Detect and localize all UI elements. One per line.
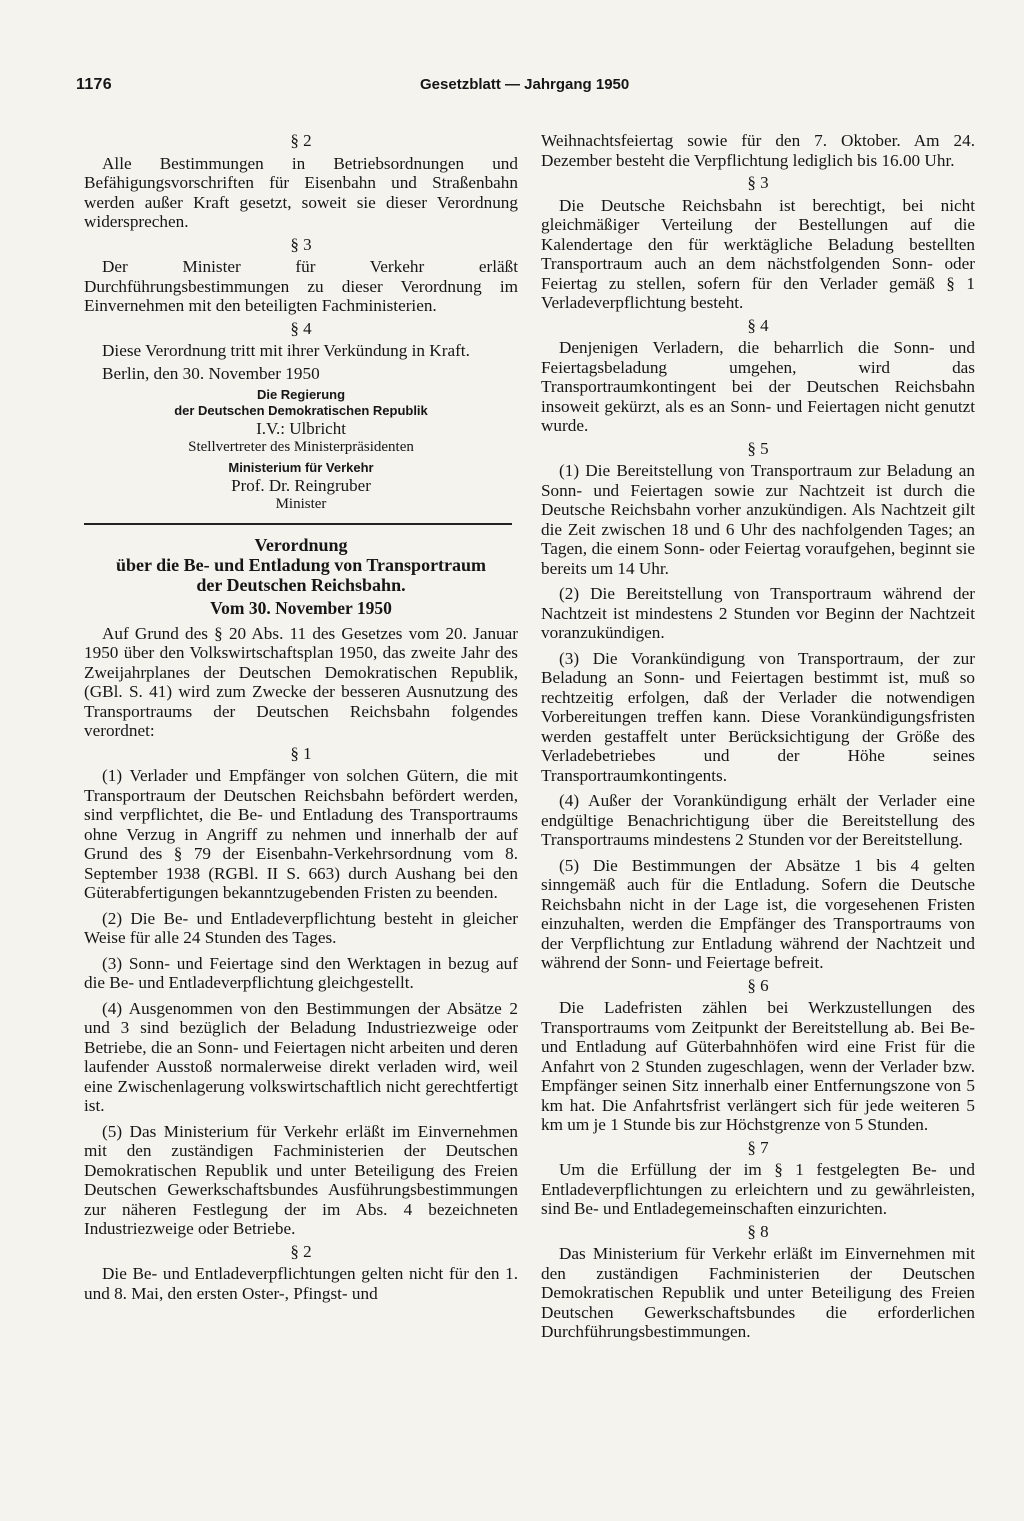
section-heading: § 1 <box>290 743 312 763</box>
signature-block-ministry <box>84 460 518 513</box>
signatory-body: der Deutschen Demokratischen Republik <box>174 403 428 418</box>
paragraph: (1) Die Bereitstellung von Transportraum zur Beladung an Sonn- und Feiertagen sowie zur Nachtzeit ist durch die Deutsche Reichsbahn vorher anzukündigen. Als Nachtzeit gilt die Zeit zwischen 18 und 6 Uhr des nachfolgenden Tages; an Tagen, die einem Sonn- oder Feiertag voraufgehen, beginnt sie bereits um 14 Uhr. <box>541 461 975 578</box>
paragraph: (2) Die Be- und Entladeverpflichtung besteht in gleicher Weise für alle 24 Stunden des Tages. <box>84 908 518 947</box>
section-text: Die Ladefristen zählen bei Werkzustellungen des Transportraums vom Zeitpunkt der Bereitstellung ab. Bei Be- und Entladung auf Güterbahnhöfen wird eine Frist für die Anfahrt von 2 Stunden zugeschlagen, wenn der Verlader bzw. Empfänger seinen Sitz innerhalb einer Entfernungszone von 5 km hat. Die Anfahrtsfrist verlängert sich für jede weiteren 5 km um je 1 Stunde bis zur Höchstgrenze von 5 Stunden. <box>541 998 975 1134</box>
section-heading: § 3 <box>290 234 312 254</box>
section-text: Um die Erfüllung der im § 1 festgelegten Be- und Entladeverpflichtungen zu erleichtern und zu gewährleisten, sind Be- und Entladegemeinschaften einzurichten. <box>541 1160 975 1218</box>
signatory-role: Stellvertreter des Ministerpräsidenten <box>188 439 414 455</box>
signature-block-government <box>84 387 518 456</box>
section-heading: § 8 <box>747 1221 769 1241</box>
paragraph: (1) Verlader und Empfänger von solchen Gütern, die mit Transportraum der Deutschen Reichsbahn befördert werden, sind verpflichtet, die Be- und Entladung des Transportraums ohne Verzug in Angriff zu nehmen und innerhalb der auf Grund des § 79 der Eisenbahn-Verkehrsordnung vom 8. September 1938 (RGBl. II S. 663) durch Aushang bei den Güterabfertigungen bekanntzugebenden Fristen zu beenden. <box>84 766 518 902</box>
place-date: Berlin, den 30. November 1950 <box>102 363 320 383</box>
paragraph: (5) Die Bestimmungen der Absätze 1 bis 4 gelten sinngemäß auch für die Entladung. Sofern die Deutsche Reichsbahn nicht in der Lage ist, die vorgesehenen Fristen einzuhalten, werden die Empfänger des Transportraums von der Verpflichtung zur Entladung während der Nachtzeit und während der Sonn- und Feiertage befreit. <box>541 855 975 972</box>
signatory-name: Prof. Dr. Reingruber <box>231 476 371 495</box>
section-heading: § 7 <box>747 1137 769 1157</box>
paragraph: (4) Außer der Vorankündigung erhält der Verlader eine endgültige Benachrichtigung über die Bereitstellung des Transportraums mindestens 2 Stunden vor der Bereitstellung. <box>541 791 975 849</box>
ordinance-title: über die Be- und Entladung von Transportraum <box>115 555 487 575</box>
section-heading: § 4 <box>290 318 312 338</box>
left-column <box>84 131 518 1306</box>
running-title: Gesetzblatt — Jahrgang 1950 <box>420 76 630 93</box>
signatory-body: Ministerium für Verkehr <box>228 460 374 475</box>
section-heading: § 4 <box>747 315 769 335</box>
section-text: Diese Verordnung tritt mit ihrer Verkündung in Kraft. <box>102 341 470 360</box>
ordinance-title: Verordnung <box>254 535 348 555</box>
signatory-role: Minister <box>275 496 327 512</box>
paragraph: (3) Die Vorankündigung von Transportraum, der zur Beladung an Sonn- und Feiertagen bestimmt ist, muß so rechtzeitig erfolgen, daß der Verlader die notwendigen Vorbereitungen treffen kann. Diese Vorankündigungsfristen werden gestaffelt unter Berücksichtigung der Größe des Verladebetriebes und der Höhe seines Transportraumkontingents. <box>541 648 975 785</box>
signatory-name: I.V.: Ulbricht <box>256 419 346 438</box>
section-heading: § 6 <box>747 975 769 995</box>
right-column <box>541 131 975 1345</box>
section-heading: § 2 <box>290 1241 312 1261</box>
section-text: Der Minister für Verkehr erläßt Durchführungsbestimmungen zu dieser Verordnung im Einvernehmen mit den beteiligten Fachministerien. <box>84 257 518 315</box>
preamble: Auf Grund des § 20 Abs. 11 des Gesetzes vom 20. Januar 1950 über den Volkswirtschaftsplan 1950, das zweite Jahr des Zweijahrplanes der Deutschen Demokratischen Republik, (GBl. S. 41) wird zum Zwecke der besseren Ausnutzung des Transportraums der Deutschen Reichsbahn folgendes verordnet: <box>84 623 518 740</box>
paragraph: (4) Ausgenommen von den Bestimmungen der Absätze 2 und 3 sind bezüglich der Beladung Industriezweige oder Betriebe, die an Sonn- und Feiertagen nicht arbeiten und deren laufender Ausstoß normalerweise direkt verladen wird, weil eine Zwischenlagerung volkswirtschaftlich nicht gerechtfertigt ist. <box>84 998 518 1115</box>
page-number: 1176 <box>76 76 112 93</box>
ordinance-title: der Deutschen Reichsbahn. <box>196 575 406 595</box>
ordinance-date: Vom 30. November 1950 <box>210 598 392 618</box>
paragraph: (2) Die Bereitstellung von Transportraum während der Nachtzeit ist mindestens 2 Stunden vor Beginn der Nachtzeit voranzukündigen. <box>541 584 975 642</box>
section-text: Die Be- und Entladeverpflichtungen gelten nicht für den 1. und 8. Mai, den ersten Oster-, Pfingst- und <box>84 1264 518 1303</box>
section-text: Denjenigen Verladern, die beharrlich die Sonn- und Feiertagsbeladung umgehen, wird das Transportraumkontingent bei der Deutschen Reichsbahn insoweit gekürzt, als es an Sonn- und Feiertagen nicht genutzt wurde. <box>541 338 975 435</box>
section-text: Die Deutsche Reichsbahn ist berechtigt, bei nicht gleichmäßiger Verteilung der Bestellungen auf die Kalendertage den für werktägliche Beladung bestellten Transportraum auch an dem nächstfolgenden Sonn- oder Feiertag zu stellen, sofern für den Verlader gemäß § 1 Verladeverpflichtung besteht. <box>541 195 975 312</box>
section-text: Das Ministerium für Verkehr erläßt im Einvernehmen mit den zuständigen Fachministerien der Deutschen Demokratischen Republik und unter Beteiligung des Freien Deutschen Gewerkschaftsbundes die erforderlichen Durchführungsbestimmungen. <box>541 1244 975 1341</box>
continued-text: Weihnachtsfeiertag sowie für den 7. Oktober. Am 24. Dezember besteht die Verpflichtung lediglich bis 16.00 Uhr. <box>541 131 975 170</box>
section-text: Alle Bestimmungen in Betriebsordnungen und Befähigungsvorschriften für Eisenbahn und Straßenbahn werden außer Kraft gesetzt, soweit sie dieser Verordnung widersprechen. <box>84 153 518 231</box>
page-header <box>76 76 976 102</box>
section-heading: § 3 <box>747 173 769 192</box>
signatory-body: Die Regierung <box>256 387 346 402</box>
paragraph: (3) Sonn- und Feiertage sind den Werktagen in bezug auf die Be- und Entladeverpflichtung gleichgestellt. <box>84 953 518 992</box>
section-divider <box>84 523 512 525</box>
paragraph: (5) Das Ministerium für Verkehr erläßt im Einvernehmen mit den zuständigen Fachministerien der Deutschen Demokratischen Republik und unter Beteiligung des Freien Deutschen Gewerkschaftsbundes Ausführungsbestimmungen zur näheren Festlegung der im Abs. 4 bezeichneten Industriezweige oder Betriebe. <box>84 1121 518 1238</box>
section-heading: § 2 <box>290 131 312 150</box>
section-heading: § 5 <box>747 438 769 458</box>
